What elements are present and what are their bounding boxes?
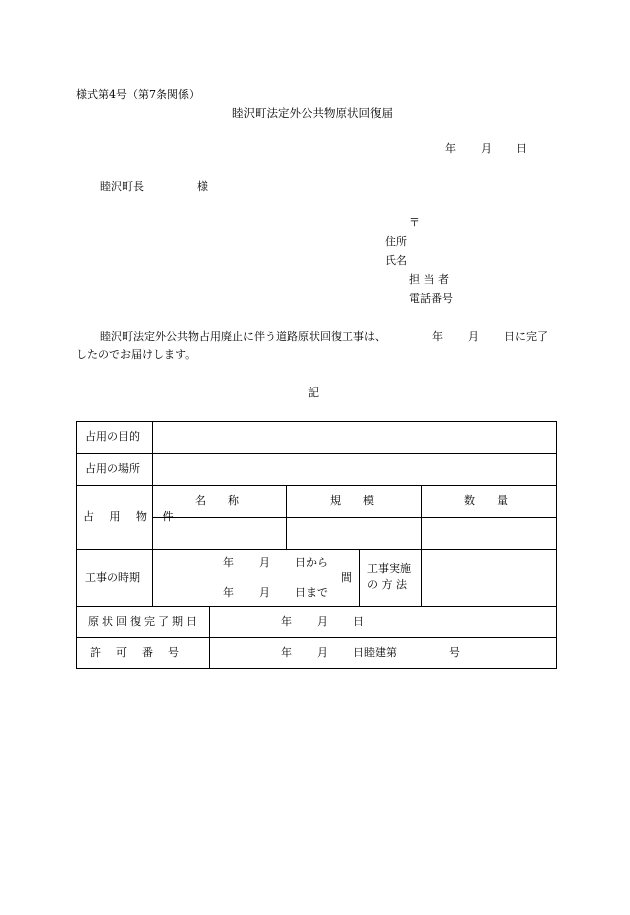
period-kan: 間 [341,571,352,584]
purpose-value[interactable] [153,422,555,453]
period-end-day: 日まで [295,586,328,599]
permit-day-prefix: 日睦建第 [353,646,397,659]
method-label-line1: 工事実施 [367,562,411,575]
completion-month: 月 [317,615,328,628]
addressee-name: 睦沢町長 [100,180,144,193]
period-label: 工事の時期 [85,571,140,584]
table-line [359,549,360,607]
method-value[interactable] [422,550,555,606]
address-label: 住所 [385,235,407,248]
period-end-year: 年 [223,586,234,599]
object-scale-value[interactable] [287,518,420,549]
completion-year: 年 [281,615,292,628]
body-line2: したのでお届けします。 [76,348,197,361]
table-line [76,637,557,638]
completion-label: 原状回復完了期日 [88,615,200,628]
table-line [76,668,557,669]
table-line [76,421,77,669]
form-number: 様式第4号（第7条関係） [76,88,200,101]
document-title: 睦沢町法定外公共物原状回復届 [232,106,393,120]
object-name-value[interactable] [153,518,285,549]
phone-label: 電話番号 [409,292,453,305]
period-start-year: 年 [223,556,234,569]
addressee-honorific: 様 [197,180,208,193]
permit-month: 月 [317,646,328,659]
body-line1-prefix: 睦沢町法定外公共物占用廃止に伴う道路原状回復工事は、 [100,330,386,343]
place-label: 占用の場所 [85,462,140,475]
table-line [209,606,210,669]
name-label: 氏名 [385,254,407,267]
table-line [76,606,557,607]
date-year: 年 [445,142,456,155]
table-line [76,485,557,486]
period-end-month: 月 [259,586,270,599]
column-header-name: 名 称 [195,494,239,507]
period-start-month: 月 [259,556,270,569]
ki-heading: 記 [308,386,319,399]
person-in-charge-label: 担 当 者 [409,273,449,286]
body-line1-month: 月 [468,330,479,343]
place-value[interactable] [153,454,555,485]
body-line1-year: 年 [432,330,443,343]
date-month: 月 [481,142,492,155]
body-line1-suffix: 日に完了 [504,330,548,343]
purpose-label: 占用の目的 [85,430,140,443]
completion-day: 日 [353,615,364,628]
permit-year: 年 [281,646,292,659]
permit-label: 許 可 番 号 [90,646,181,659]
column-header-scale: 規 模 [330,494,374,507]
postal-mark: 〒 [409,216,420,229]
objects-label: 占 用 物 件 [83,510,180,523]
period-start-day: 日から [295,556,328,569]
table-line [556,421,557,669]
method-label-line2: の 方 法 [367,578,407,591]
permit-go: 号 [449,646,460,659]
object-quantity-value[interactable] [422,518,555,549]
column-header-quantity: 数 量 [464,494,508,507]
date-day: 日 [516,142,527,155]
